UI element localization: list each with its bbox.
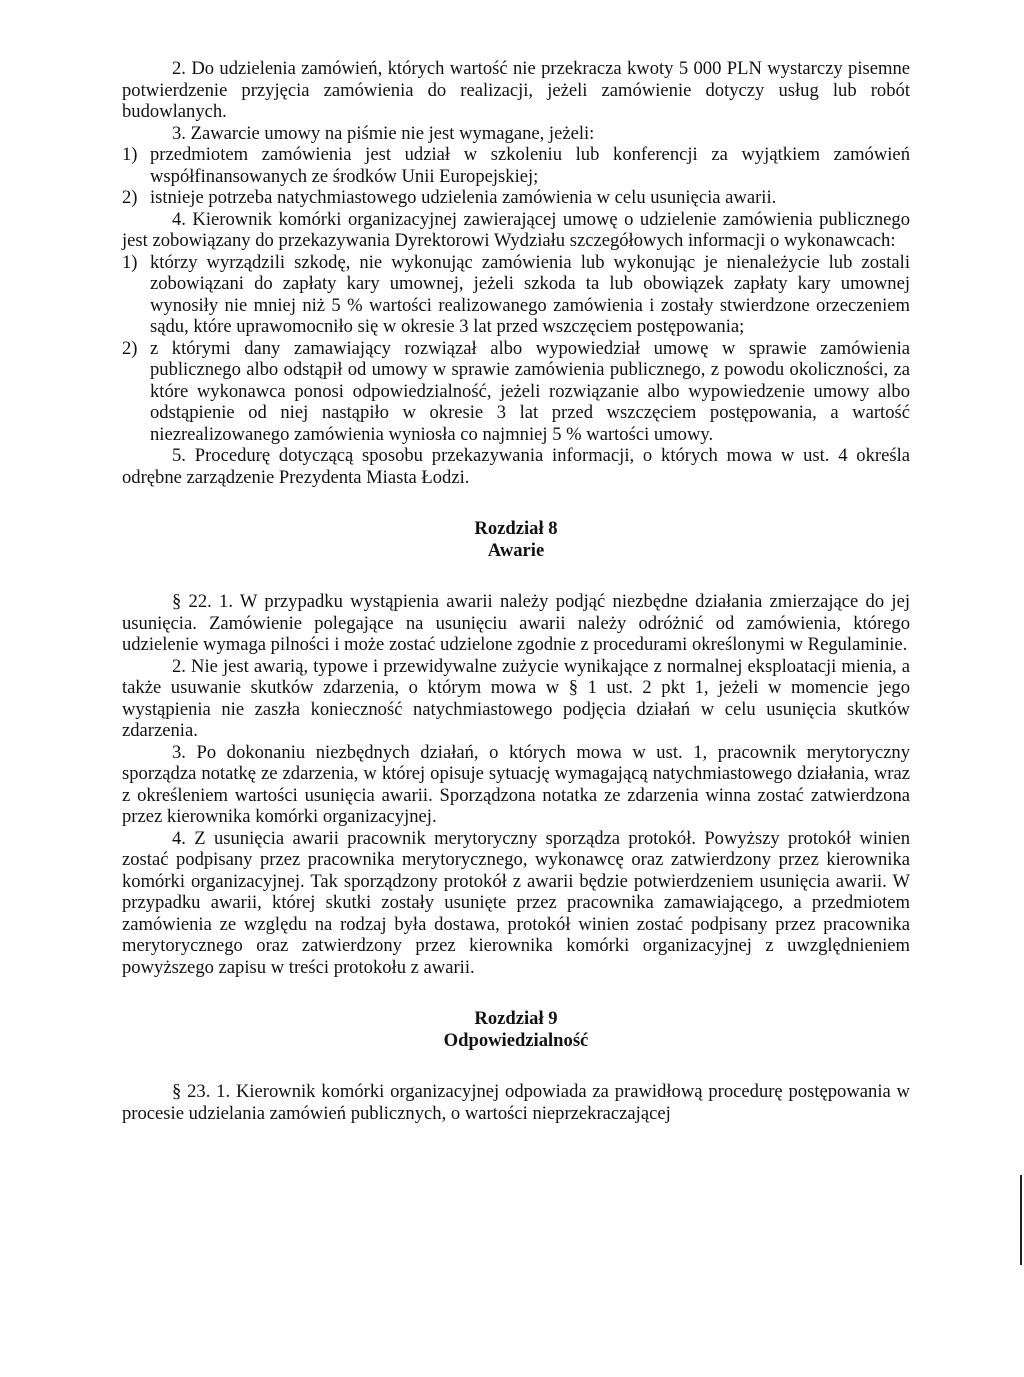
chapter-9-number: Rozdział 9: [474, 1008, 558, 1029]
section-22-paragraph-4: 4. Z usunięcia awarii pracownik merytoryczny sporządza protokół. Powyższy protokół winien zostać podpisany przez pracownika merytorycznego, wykonawcę oraz zatwierdzony przez kierownika komórki organizacyjnej. Tak sporządzony protokół z awarii będzie potwierdzeniem usunięcia awarii. W przypadku awarii, której skutki zostały usunięte przez pracownika zamawiającego, a przedmiotem zamówienia ze względu na rodzaj była dostawa, protokół winien zostać podpisany przez pracownika merytorycznego oraz zatwierdzony przez kierownika komórki organizacyjnej z uwzględnieniem powyższego zapisu w treści protokołu z awarii.: [122, 827, 910, 978]
paragraph-3: 3. Zawarcie umowy na piśmie nie jest wymagane, jeżeli:: [172, 122, 595, 144]
section-22-paragraph-3: 3. Po dokonaniu niezbędnych działań, o których mowa w ust. 1, pracownik merytoryczny sporządza notatkę ze zdarzenia, w której opisuje sytuację wymagającą natychmiastowego działania, wraz z określeniem wartości usunięcia awarii. Sporządzona notatka ze zdarzenia winna zostać zatwierdzona przez kierownika komórki organizacyjnej.: [122, 741, 910, 827]
list-item: [122, 252, 910, 338]
chapter-8-title: Awarie: [487, 539, 545, 561]
list-item: [122, 338, 910, 446]
list-item: [122, 187, 910, 209]
list-item-number: 2): [122, 187, 138, 208]
list-item-number: 1): [122, 144, 138, 165]
chapter-8-number: Rozdział 8: [474, 518, 558, 539]
list-item-text: istnieje potrzeba natychmiastowego udzielenia zamówienia w celu usunięcia awarii.: [150, 187, 777, 208]
paragraph-2: 2. Do udzielenia zamówień, których wartość nie przekracza kwoty 5 000 PLN wystarczy pisemne potwierdzenie przyjęcia zamówienia do realizacji, jeżeli zamówienie dotyczy usług lub robót budowlanych.: [122, 58, 910, 122]
paragraph-4: 4. Kierownik komórki organizacyjnej zawierającej umowę o udzielenie zamówienia publicznego jest zobowiązany do przekazywania Dyrektorowi Wydziału szczegółowych informacji o wykonawcach:: [122, 208, 910, 251]
list-item-text: którzy wyrządzili szkodę, nie wykonując zamówienia lub wykonując je nienależycie lub zostali zobowiązani do zapłaty kary umownej, jeżeli szkoda ta lub obowiązek zapłaty kary umownej wynosiły nie mniej niż 5 % wartości realizowanego zamówienia i zostały stwierdzone orzeczeniem sądu, które uprawomocniło się w okresie 3 lat przed wszczęciem postępowania;: [150, 251, 910, 337]
chapter-9-title: Odpowiedzialność: [443, 1029, 589, 1051]
document-page: [122, 58, 910, 1124]
scan-edge-mark: [1020, 1175, 1022, 1265]
list-item-number: 1): [122, 251, 138, 273]
list-item-text: przedmiotem zamówienia jest udział w szkoleniu lub konferencji za wyjątkiem zamówień współfinansowanych ze środków Unii Europejskiej;: [150, 144, 910, 187]
section-22-paragraph-2: 2. Nie jest awarią, typowe i przewidywalne zużycie wynikające z normalnej eksploatacji mienia, a także usuwanie skutków zdarzenia, o którym mowa w § 1 ust. 2 pkt 1, jeżeli w momencie jego wystąpienia nie zaszła konieczność natychmiastowego podjęcia działań w celu usunięcia skutków zdarzenia.: [122, 655, 910, 741]
list-item-number: 2): [122, 337, 138, 359]
section-23-paragraph-1: § 23. 1. Kierownik komórki organizacyjnej odpowiada za prawidłową procedurę postępowania w procesie udzielania zamówień publicznych, o wartości nieprzekraczającej: [122, 1081, 910, 1124]
section-22-paragraph-1: § 22. 1. W przypadku wystąpienia awarii należy podjąć niezbędne działania zmierzające do jej usunięcia. Zamówienie polegające na usunięciu awarii należy odróżnić od zamówienia, którego udzielenie wymaga pilności i może zostać udzielone zgodnie z procedurami określonymi w Regulaminie.: [122, 591, 910, 655]
list-item: [122, 144, 910, 187]
list-item-text: z którymi dany zamawiający rozwiązał albo wypowiedział umowę w sprawie zamówienia publicznego albo odstąpił od umowy w sprawie zamówienia publicznego, z powodu okoliczności, za które wykonawca ponosi odpowiedzialność, jeżeli rozwiązanie albo wypowiedzenie umowy albo odstąpienie od niej nastąpiło w okresie 3 lat przed wszczęciem postępowania, a wartość niezrealizowanego zamówienia wyniosła co najmniej 5 % wartości umowy.: [150, 337, 910, 445]
paragraph-5: 5. Procedurę dotyczącą sposobu przekazywania informacji, o których mowa w ust. 4 określa odrębne zarządzenie Prezydenta Miasta Łodzi.: [122, 445, 910, 488]
